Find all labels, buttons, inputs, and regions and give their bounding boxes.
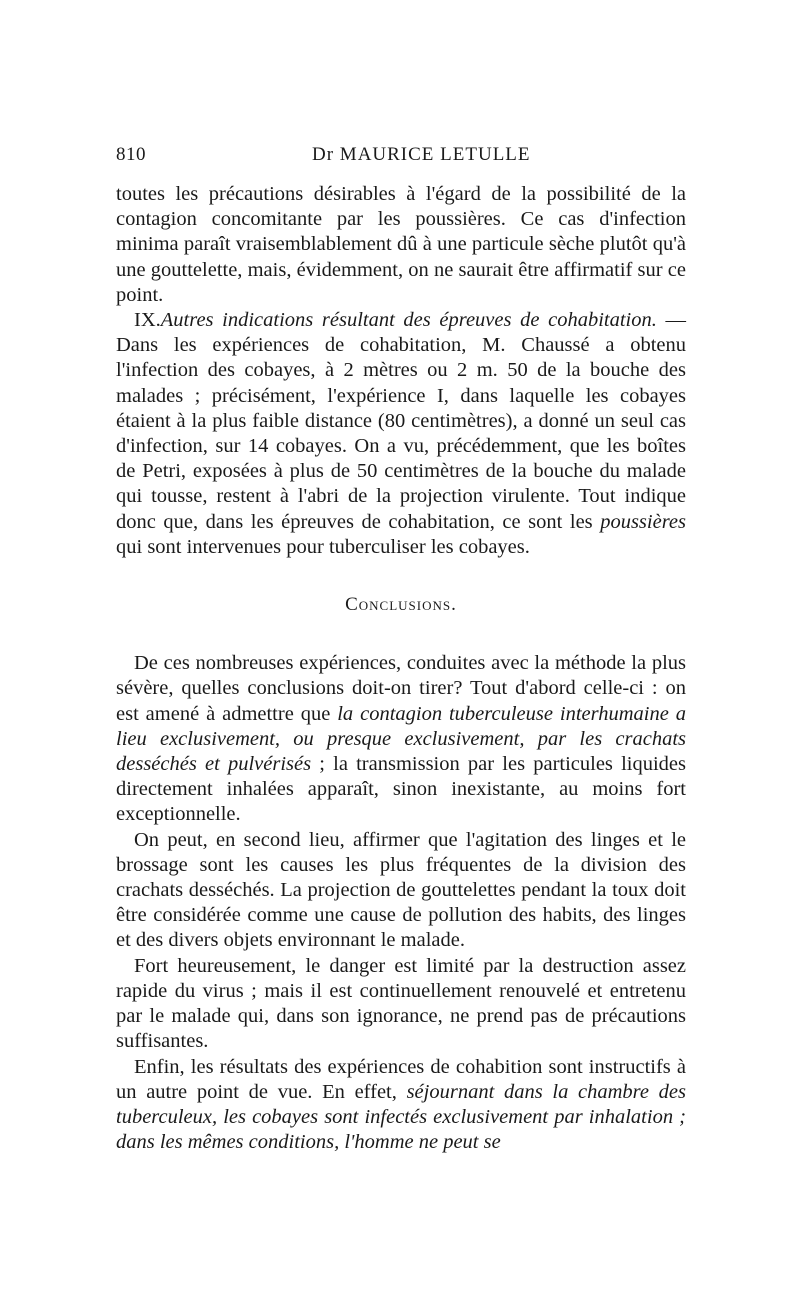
paragraph-2-text-b: qui sont intervenues pour tuberculiser les cobayes. <box>116 535 530 558</box>
page-header <box>116 144 684 174</box>
paragraph-3-text-a: De ces nombreuses expériences, conduites avec la méthode la plus sévère, quelles conclusions doit-on tirer? Tout d'abord celle-ci : on est amené à admettre que <box>116 652 686 725</box>
section-number: IX. <box>134 309 161 332</box>
paragraph-1: toutes les précautions désirables à l'égard de la possibilité de la contagion concomitante par les poussières. Ce cas d'infection minima paraît vraisemblablement dû à une particule sèche plutôt qu'à une gouttelette, mais, évidemment, on ne saurait être affirmatif sur ce point. <box>116 183 686 306</box>
paragraph-3-text-b: ; la transmission par les particules liquides directement inhalées apparaît, sinon inexistante, au moins fort exceptionnelle. <box>116 753 686 826</box>
paragraph-6-text-a: Enfin, les résultats des expériences de cohabition sont instructifs à un autre point de vue. En effet, <box>116 1055 686 1103</box>
page-number: 810 <box>116 144 146 165</box>
paragraph-section-ix <box>116 308 686 560</box>
paragraph-6 <box>116 1055 686 1156</box>
paragraph-2-text-a: Dans les expériences de cohabitation, M. Chaussé a obtenu l'infection des cobayes, à 2 mètres ou 2 m. 50 de la bouche des malades ; précisément, l'expérience I, dans laquelle les cobayes étaient à la plus faible distance (80 centimètres), a donné un seul cas d'infection, sur 14 cobayes. On a vu, précédemment, que les boîtes de Petri, exposées à plus de 50 centimètres de la bouche du malade qui tousse, restent à l'abri de la projection virulente. Tout indique donc que, dans les épreuves de cohabitation, ce sont les <box>116 334 686 533</box>
section-heading: Autres indications résultant des épreuves de cohabitation. <box>160 309 657 332</box>
section-title-conclusions: Conclusions. <box>345 594 457 616</box>
paragraph-6-emphasis: séjournant dans la chambre des tuberculeux, les cobayes sont infectés exclusivement par inhalation ; dans les mêmes conditions, l'homme ne peut se <box>116 1080 686 1154</box>
paragraph-4: On peut, en second lieu, affirmer que l'agitation des linges et le brossage sont les causes les plus fréquentes de la division des crachats desséchés. La projection de gouttelettes pendant la toux doit être considérée comme une cause de pollution des habits, des linges et des divers objets environnant le malade. <box>116 828 686 952</box>
running-title: Dr MAURICE LETULLE <box>312 144 531 165</box>
heading-dash: — <box>656 309 686 332</box>
paragraph-5: Fort heureusement, le danger est limité par la destruction assez rapide du virus ; mais il est continuellement renouvelé et entretenu par le malade qui, dans son ignorance, ne prend pas de précautions suffisantes. <box>116 954 686 1053</box>
paragraph-3-emphasis: la contagion tuberculeuse interhumaine a lieu exclusivement, ou presque exclusivement, par les crachats desséchés et pulvérisés <box>116 702 686 776</box>
paragraph-3 <box>116 651 686 827</box>
paragraph-2-emphasis: poussières <box>600 510 686 533</box>
body-text <box>116 182 686 1155</box>
